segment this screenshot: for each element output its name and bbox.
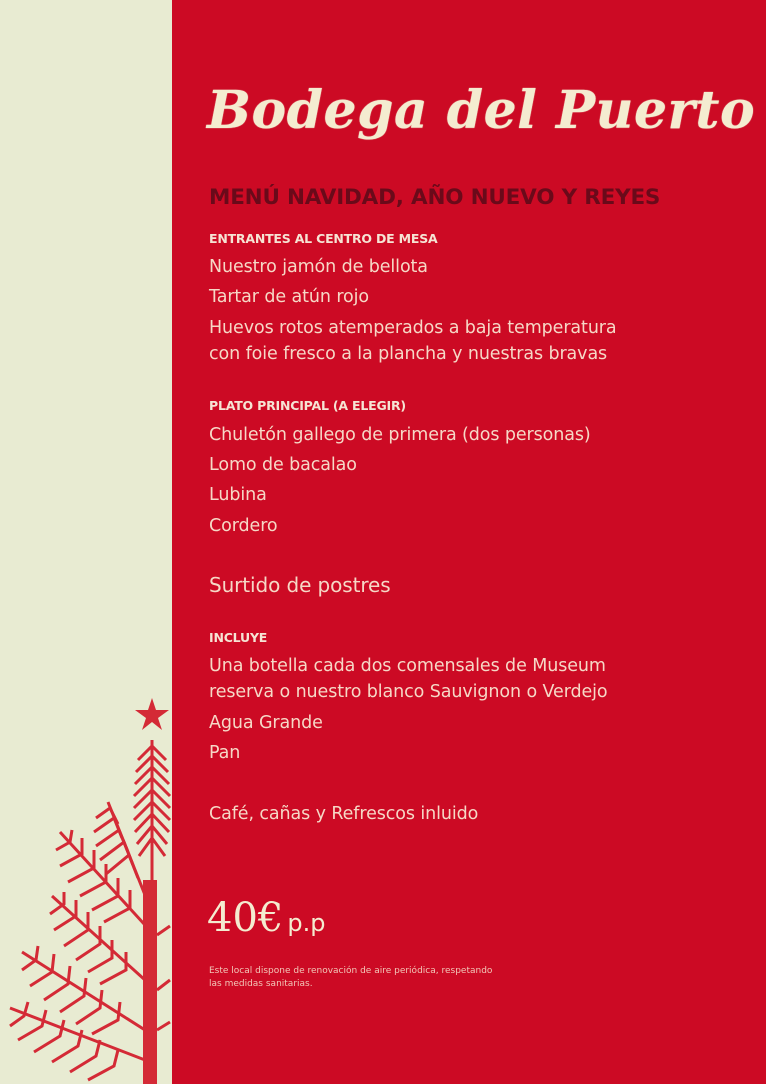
menu-item: Lubina (209, 485, 267, 505)
menu-item: Cordero (209, 516, 278, 536)
price (207, 895, 325, 941)
menu-item: Chuletón gallego de primera (dos personas) (209, 425, 591, 445)
menu-item-postres: Surtido de postres (209, 573, 391, 597)
sanitary-note (209, 965, 609, 991)
menu-item: Lomo de bacalao (209, 455, 357, 475)
section-heading-plato-principal: PLATO PRINCIPAL (A ELEGIR) (209, 398, 406, 413)
menu-item: con foie fresco a la plancha y nuestras bravas (209, 344, 608, 364)
star-icon (135, 698, 169, 730)
menu-item: Huevos rotos atemperados a baja temperatura (209, 318, 617, 338)
menu-item: Tartar de atún rojo (209, 287, 370, 307)
note-line: las medidas sanitarias. (209, 979, 313, 989)
price-unit: p.p (287, 909, 326, 937)
menu-title: MENÚ NAVIDAD, AÑO NUEVO Y REYES (209, 185, 661, 210)
menu-item: Pan (209, 743, 241, 763)
restaurant-name: Bodega del Puerto (207, 80, 756, 141)
menu-item: Nuestro jamón de bellota (209, 257, 428, 277)
note-line: Este local dispone de renovación de aire periódica, respetando (209, 966, 493, 976)
menu-item: Una botella cada dos comensales de Museum (209, 656, 606, 676)
section-heading-incluye: INCLUYE (209, 630, 268, 645)
christmas-tree-icon (0, 690, 172, 1084)
section-heading-entrantes: ENTRANTES AL CENTRO DE MESA (209, 231, 438, 246)
price-amount: 40€ (207, 895, 284, 941)
extras-line: Café, cañas y Refrescos inluido (209, 804, 479, 824)
cream-side-panel (0, 0, 172, 1084)
menu-item: Agua Grande (209, 713, 323, 733)
menu-item: reserva o nuestro blanco Sauvignon o Verdejo (209, 682, 608, 702)
